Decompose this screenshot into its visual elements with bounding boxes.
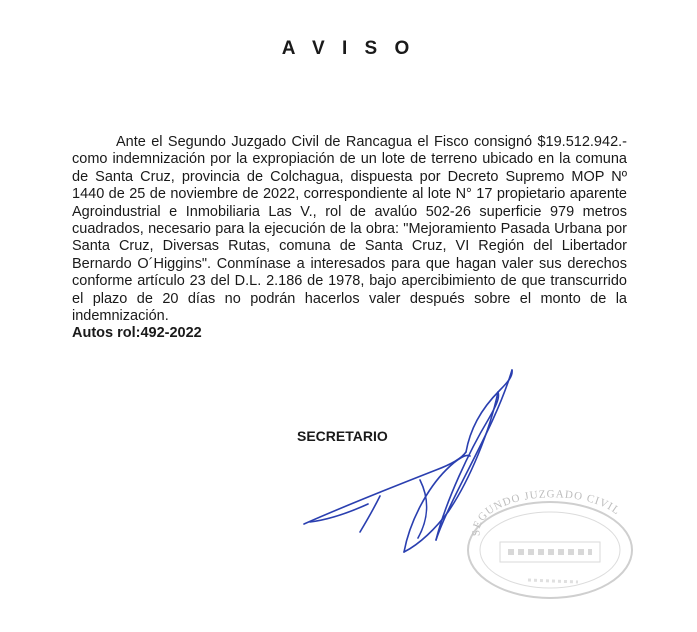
case-number: Autos rol:492-2022 [72, 325, 202, 342]
stamp-text: SEGUNDO JUZGADO CIVIL [470, 488, 623, 537]
court-stamp [458, 488, 643, 608]
secretary-label: SECRETARIO [297, 428, 388, 444]
notice-paragraph: Ante el Segundo Juzgado Civil de Rancagua el Fisco consignó $19.512.942.- como indemnización por la expropiación de un lote de terreno ubicado en la comuna de Santa Cruz, provincia de Colchagua, dispuesta por Decreto Supremo MOP Nº 1440 de 25 de noviembre de 2022, correspondiente al lote N° 17 propietario aparente Agroindustrial e Inmobiliaria Las V., rol de avalúo 502-26 superficie 979 metros cuadrados, necesario para la ejecución de la obra: "Mejoramiento Pasada Urbana por Santa Cruz, Diversas Rutas, comuna de Santa Cruz, VI Región del Libertador Bernardo O´Higgins". Conmínase a interesados para que hagan valer sus derechos conforme artículo 23 del D.L. 2.186 de 1978, bajo apercibimiento de que transcurrido el plazo de 20 días no podrán hacerlos valer después sobre el monto de la indemnización. [72, 134, 627, 325]
notice-body [72, 134, 627, 343]
page-title: A V I S O [281, 38, 416, 59]
